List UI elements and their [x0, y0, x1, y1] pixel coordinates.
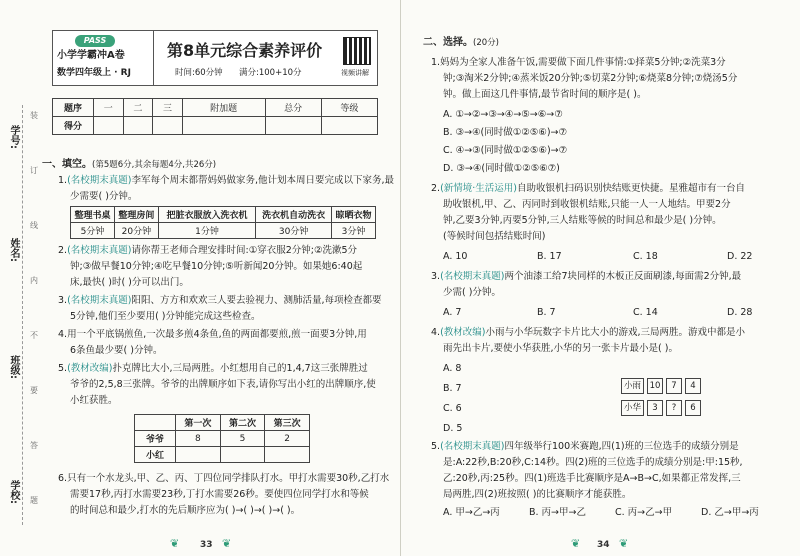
section-label: 二、选择。 — [423, 37, 473, 48]
leaf-icon: ❦ — [222, 537, 232, 550]
source-tag: (名校期末真题) — [440, 441, 505, 452]
score-table — [52, 98, 378, 135]
question-number: 5. — [431, 441, 441, 452]
question-6 — [58, 472, 389, 485]
table-cell: 2 — [265, 431, 310, 447]
option-b[interactable]: B. 7 — [537, 307, 556, 318]
table-cell — [135, 415, 176, 431]
option-d[interactable]: D. 22 — [727, 251, 753, 262]
source-tag: (名校期末真题) — [67, 175, 132, 186]
grade-label: 数学四年级上 · RJ — [57, 68, 131, 78]
score-input-cell[interactable] — [123, 117, 153, 135]
section-note: (20分) — [473, 38, 499, 48]
option-b[interactable]: B. 17 — [537, 251, 562, 262]
table-cell: 第二次 — [220, 415, 265, 431]
table-cell: 整理房间 — [114, 207, 158, 223]
question-2-line4: (等候时间包括结账时间) — [443, 231, 546, 242]
option-a[interactable]: A. ①→②→③→④→⑤→⑥→⑦ — [443, 109, 563, 120]
question-number: 2. — [58, 245, 68, 256]
table-cell: 8 — [176, 431, 221, 447]
header-box — [52, 30, 378, 86]
option-d[interactable]: D. 乙→甲→丙 — [701, 507, 759, 518]
question-5-line3: 乙:20秒,丙:25秒。四(1)班选手比赛顺序是A→B→C,如果都正常发挥,三 — [443, 473, 741, 484]
header-divider — [153, 31, 154, 85]
table-cell: 整理书桌 — [71, 207, 115, 223]
class-label: 班级: — [8, 355, 19, 379]
number-card: 6 — [685, 400, 701, 416]
question-4 — [431, 326, 745, 339]
page-number: 33 — [200, 540, 213, 550]
page-title: 第8单元综合素养评价 — [167, 41, 323, 60]
table-row — [135, 431, 310, 447]
question-1 — [431, 56, 726, 69]
table-cell: 5分钟 — [71, 223, 115, 239]
question-number: 5. — [58, 363, 68, 374]
table-cell: 小红 — [135, 447, 176, 463]
xiaohua-cards — [621, 400, 701, 416]
question-5-line2: 爷爷的2,5,8三张牌。爷爷的出牌顺序如下表,请你写出小红的出牌顺序,使 — [70, 379, 376, 390]
option-c[interactable]: C. ④→③(同时做①②⑤⑥)→⑦ — [443, 145, 568, 156]
question-text: 妈妈为全家人准备午饭,需要做下面几件事情:①择菜5分钟;②洗菜3分 — [440, 57, 726, 68]
question-2 — [58, 244, 357, 257]
option-d[interactable]: D. ③→④(同时做①②⑤⑥⑦) — [443, 163, 560, 174]
leaf-icon: ❦ — [170, 537, 180, 550]
question-text: 李军每个周末都帮妈妈做家务,他计划本周日要完成以下家务,最 — [131, 175, 395, 186]
binding-word: 线 — [30, 221, 38, 230]
option-a[interactable]: A. 7 — [443, 307, 462, 318]
question-4 — [58, 328, 367, 341]
leaf-icon: ❦ — [571, 537, 581, 550]
table-cell: 题序 — [53, 99, 94, 117]
qr-code-icon — [343, 37, 371, 65]
table-cell: 洗衣机自动洗衣 — [256, 207, 332, 223]
question-text: 用一个平底锅煎鱼,一次最多煎4条鱼,鱼的两面都要煎,煎一面要3分钟,用 — [67, 329, 367, 340]
question-number: 3. — [58, 295, 68, 306]
card-order-table — [134, 414, 310, 463]
leaf-icon: ❦ — [619, 537, 629, 550]
question-text: 请你帮王老师合理安排时间:①穿衣服2分钟;②洗漱5分 — [131, 245, 358, 256]
name-label: 姓名: — [8, 238, 19, 262]
series-title: 小学学霸冲A卷 — [57, 50, 125, 61]
source-tag: (名校期末真题) — [67, 295, 132, 306]
table-cell: 二 — [123, 99, 153, 117]
question-text: 四年级举行100米赛跑,四(1)班的三位选手的成绩分别是 — [504, 441, 739, 452]
score-input-cell[interactable] — [94, 117, 124, 135]
page-number: 34 — [597, 540, 610, 550]
table-cell: 1分钟 — [158, 223, 255, 239]
option-a[interactable]: A. 甲→乙→丙 — [443, 507, 500, 518]
question-6-line2: 需要17秒,丙打水需要23秒,丁打水需要26秒。要使四位同学打水和等候 — [70, 489, 369, 500]
question-4-line2: 雨先出卡片,要使小华获胜,小华的另一张卡片最小是( )。 — [443, 343, 678, 354]
score-table-score-row — [53, 117, 378, 135]
pass-logo: PASS — [75, 35, 115, 47]
question-number: 1. — [58, 175, 68, 186]
table-cell: 附加题 — [182, 99, 265, 117]
table-cell: 爷爷 — [135, 431, 176, 447]
table-cell: 三 — [153, 99, 183, 117]
question-1 — [58, 174, 394, 187]
option-c[interactable]: C. 6 — [443, 403, 462, 414]
source-tag: (名校期末真题) — [67, 245, 132, 256]
answer-cell[interactable] — [176, 447, 221, 463]
question-1-line2: 少需要( )分钟。 — [70, 191, 138, 202]
number-card: 7 — [666, 378, 682, 394]
question-1-line3: 钟。做上面这几件事情,最节省时间的顺序是( )。 — [443, 89, 647, 100]
question-number: 1. — [431, 57, 441, 68]
question-5-line3: 小红获胜。 — [70, 395, 118, 406]
xiaoyu-cards — [621, 378, 701, 394]
question-2-line2: 钟;③做早餐10分钟;④吃早餐10分钟;⑤听新闻20分钟。如果她6:40起 — [70, 261, 363, 272]
question-3 — [58, 294, 382, 307]
table-cell: 等级 — [321, 99, 377, 117]
option-b[interactable]: B. 丙→甲→乙 — [529, 507, 586, 518]
question-number: 6. — [58, 473, 68, 484]
option-c[interactable]: C. 18 — [633, 251, 658, 262]
right-page — [401, 0, 800, 556]
source-tag: (教材改编) — [67, 363, 113, 374]
question-text: 两个油漆工给7块同样的木板正反面刷漆,每面需2分钟,最 — [504, 271, 742, 282]
table-cell: 5 — [220, 431, 265, 447]
option-d[interactable]: D. 5 — [443, 423, 463, 434]
table-cell: 20分钟 — [114, 223, 158, 239]
question-6-line3: 的时间总和最少,打水的先后顺序应为( )→( )→( )→( )。 — [70, 505, 301, 516]
score-table-header-row — [53, 99, 378, 117]
card-label: 小雨 — [621, 378, 644, 394]
option-a[interactable]: A. 8 — [443, 363, 462, 374]
question-5-line4: 局两胜,四(2)班按照( )的比赛顺序才能获胜。 — [443, 489, 632, 500]
table-row — [71, 223, 376, 239]
table-row — [71, 207, 376, 223]
table-cell: 得分 — [53, 117, 94, 135]
question-1-line2: 钟;③淘米2分钟;④蒸米饭20分钟;⑤切菜2分钟;⑥烧菜8分钟;⑦烧汤5分 — [443, 73, 738, 84]
table-cell: 把脏衣服放入洗衣机 — [158, 207, 255, 223]
number-card: 3 — [647, 400, 663, 416]
question-2-line3: 钟,乙要3分钟,丙要5分钟,三人结账等候的时间总和最少是( )分钟。 — [443, 215, 722, 226]
table-cell: 一 — [94, 99, 124, 117]
binding-word: 不 — [30, 331, 38, 340]
score-input-cell[interactable] — [321, 117, 377, 135]
option-b[interactable]: B. 7 — [443, 383, 462, 394]
number-card: ? — [666, 400, 682, 416]
question-4-line2: 6条鱼最少要( )分钟。 — [70, 345, 163, 356]
option-a[interactable]: A. 10 — [443, 251, 468, 262]
full-score-label: 满分:100+10分 — [239, 68, 302, 78]
question-text: 阳阳、方方和欢欢三人要去验视力、测肺活量,每项检查都要 — [131, 295, 382, 306]
option-b[interactable]: B. ③→④(同时做①②⑤⑥)→⑦ — [443, 127, 568, 138]
section-note: (第5题6分,其余每题4分,共26分) — [92, 160, 217, 170]
qr-label: 视频讲解 — [341, 69, 369, 77]
option-d[interactable]: D. 28 — [727, 307, 753, 318]
section2-title — [423, 36, 499, 50]
binding-word: 答 — [30, 441, 38, 450]
answer-cell[interactable] — [265, 447, 310, 463]
question-2-line2: 助收银机,甲、乙、丙同时到收银机结账,只能一人一人地结。甲要2分 — [443, 199, 731, 210]
table-row — [135, 447, 310, 463]
question-text: 只有一个水龙头,甲、乙、丙、丁四位同学排队打水。甲打水需要30秒,乙打水 — [67, 473, 390, 484]
question-2-line3: 床,最快( )时( )分可以出门。 — [70, 277, 189, 288]
section-label: 一、填空。 — [42, 159, 92, 170]
question-2 — [431, 182, 745, 195]
student-number-label: 学号: — [8, 125, 19, 149]
score-input-cell[interactable] — [265, 117, 321, 135]
table-cell: 总分 — [265, 99, 321, 117]
source-tag: (新情境·生活运用) — [440, 183, 518, 194]
time-label: 时间:60分钟 — [175, 68, 223, 78]
number-card: 4 — [685, 378, 701, 394]
question-3-line2: 少需( )分钟。 — [443, 287, 501, 298]
score-input-cell[interactable] — [182, 117, 265, 135]
source-tag: (名校期末真题) — [440, 271, 505, 282]
question-number: 4. — [431, 327, 441, 338]
question-text: 自助收银机扫码识别快结账更快捷。星雅超市有一台自 — [517, 183, 746, 194]
binding-word: 订 — [30, 166, 38, 175]
table-cell: 第三次 — [265, 415, 310, 431]
option-c[interactable]: C. 丙→乙→甲 — [615, 507, 673, 518]
score-input-cell[interactable] — [153, 117, 183, 135]
binding-word: 装 — [30, 111, 38, 120]
section1-title — [42, 158, 216, 172]
card-label: 小华 — [621, 400, 644, 416]
chores-table — [70, 206, 376, 239]
answer-cell[interactable] — [220, 447, 265, 463]
question-number: 2. — [431, 183, 441, 194]
option-c[interactable]: C. 14 — [633, 307, 658, 318]
question-3-line2: 5分钟,他们至少要用( )分钟能完成这些检查。 — [70, 311, 261, 322]
table-cell: 30分钟 — [256, 223, 332, 239]
question-5 — [431, 440, 739, 453]
question-5 — [58, 362, 368, 375]
binding-line — [22, 105, 24, 525]
table-cell: 第一次 — [176, 415, 221, 431]
question-5-line2: 是:A:22秒,B:20秒,C:14秒。四(2)班的三位选手的成绩分别是:甲:15秒, — [443, 457, 743, 468]
school-label: 学校: — [8, 480, 19, 504]
binding-word: 要 — [30, 386, 38, 395]
binding-word: 题 — [30, 496, 38, 505]
source-tag: (教材改编) — [440, 327, 486, 338]
question-text: 小雨与小华玩数字卡片比大小的游戏,三局两胜。游戏中都是小 — [485, 327, 746, 338]
table-row — [135, 415, 310, 431]
binding-word: 内 — [30, 276, 38, 285]
number-card: 10 — [647, 378, 663, 394]
table-cell: 3分钟 — [332, 223, 376, 239]
question-3 — [431, 270, 741, 283]
question-text: 扑克牌比大小,三局两胜。小红想用自己的1,4,7这三张牌胜过 — [112, 363, 368, 374]
table-cell: 晾晒衣物 — [332, 207, 376, 223]
question-number: 3. — [431, 271, 441, 282]
question-number: 4. — [58, 329, 68, 340]
